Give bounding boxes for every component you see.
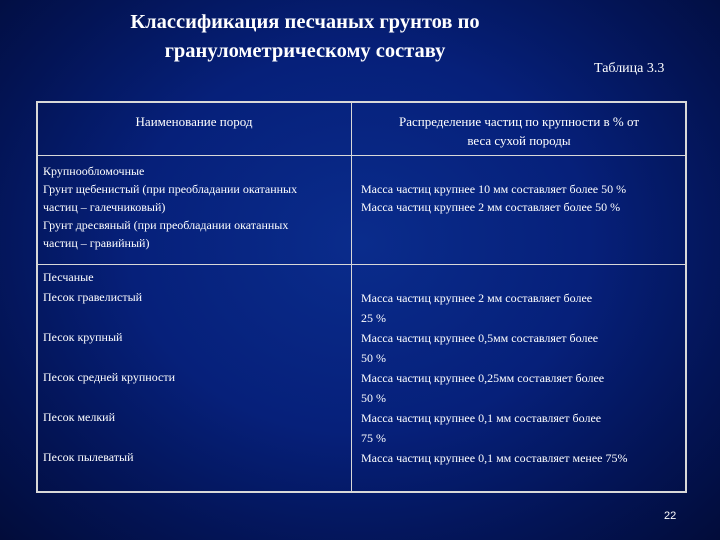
group1-names bbox=[43, 162, 297, 252]
header-col2-line2: веса сухой породы bbox=[467, 133, 571, 148]
group2-distribution-line: Масса частиц крупнее 0,25мм составляет более bbox=[361, 371, 605, 385]
header-col2 bbox=[352, 112, 686, 150]
group2-distribution-line: Масса частиц крупнее 0,1 мм составляет более bbox=[361, 411, 602, 425]
slide-title-line2: гранулометрическому составу bbox=[164, 40, 446, 62]
group2-distribution-line: 50 % bbox=[361, 351, 386, 365]
header-col1-text: Наименование пород bbox=[135, 114, 253, 129]
group1-name-line: Грунт щебенистый (при преобладании окатанных bbox=[43, 182, 298, 196]
group2-name-line: Песок пылеватый bbox=[43, 450, 134, 464]
group2-distribution-line: Масса частиц крупнее 0,1 мм составляет менее 75% bbox=[361, 451, 628, 465]
group1-distribution-line: Масса частиц крупнее 10 мм составляет более 50 % bbox=[361, 182, 627, 196]
group2-distribution-line: 50 % bbox=[361, 391, 386, 405]
group1-distribution-line: Масса частиц крупнее 2 мм составляет более 50 % bbox=[361, 200, 621, 214]
group2-name-line: Песок мелкий bbox=[43, 410, 116, 424]
group2-distribution-line: Масса частиц крупнее 0,5мм составляет более bbox=[361, 331, 599, 345]
group2-distribution-line: Масса частиц крупнее 2 мм составляет более bbox=[361, 291, 593, 305]
group2-name-line: Песок средней крупности bbox=[43, 370, 176, 384]
group2-name-line: Песок крупный bbox=[43, 330, 123, 344]
group2-distribution bbox=[361, 288, 628, 468]
table-header-divider bbox=[36, 155, 687, 156]
header-col2-line1: Распределение частиц по крупности в % от bbox=[398, 114, 640, 129]
table-group-divider bbox=[36, 264, 687, 265]
group2-distribution-line: 25 % bbox=[361, 311, 386, 325]
slide-title-line1: Классификация песчаных грунтов по bbox=[130, 11, 480, 33]
table-label: Таблица 3.3 bbox=[594, 61, 665, 76]
group2-distribution-line: 75 % bbox=[361, 431, 386, 445]
group1-name-line: Грунт дресвяный (при преобладании окатанных bbox=[43, 218, 289, 232]
table-column-divider bbox=[351, 101, 352, 493]
group2-name-line: Песок гравелистый bbox=[43, 290, 143, 304]
group1-distribution bbox=[361, 180, 626, 216]
page-number: 22 bbox=[664, 510, 677, 522]
header-col1 bbox=[38, 112, 350, 131]
slide-title bbox=[105, 8, 505, 66]
group1-name-line: Крупнообломочные bbox=[43, 164, 145, 178]
group1-name-line: частиц – галечниковый) bbox=[43, 200, 166, 214]
group2-names bbox=[43, 268, 175, 466]
group2-name-line: Песчаные bbox=[43, 270, 94, 284]
group1-name-line: частиц – гравийный) bbox=[43, 236, 150, 250]
